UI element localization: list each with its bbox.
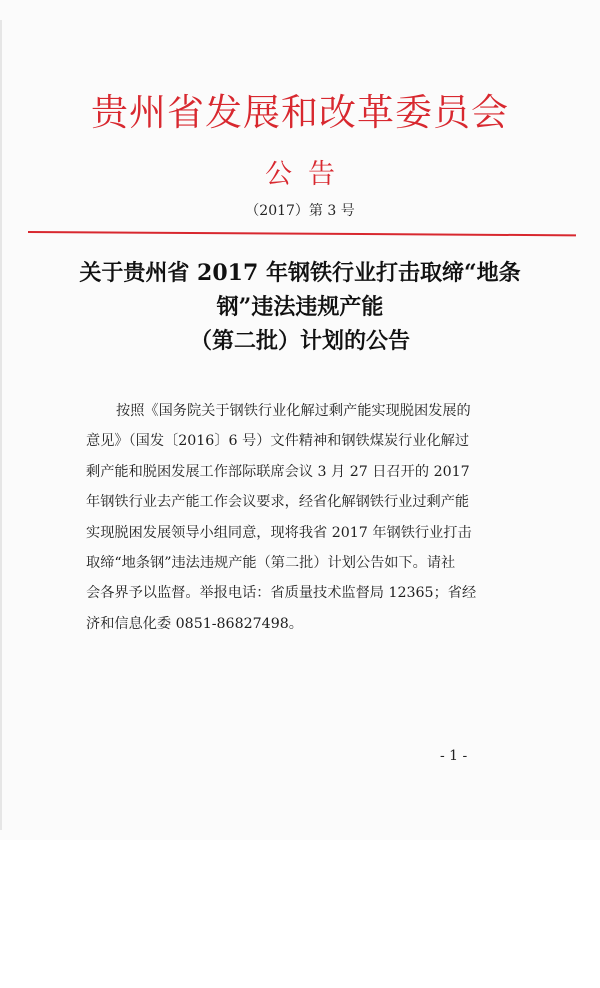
document-type-heading: 公告 (265, 159, 351, 190)
body-line: 剩产能和脱困发展工作部际联席会议 3 月 27 日召开的 2017 (86, 463, 470, 480)
body-line: 按照《国务院关于钢铁行业化解过剩产能实现脱困发展的 (116, 403, 471, 419)
body-line: 取缔“地条钢”违法违规产能（第二批）计划公告如下。请社 (86, 555, 456, 572)
body-line: 年钢铁行业去产能工作会议要求，经省化解钢铁行业过剩产能 (86, 494, 470, 511)
body-line: 实现脱困发展领导小组同意，现将我省 2017 年钢铁行业打击 (86, 524, 472, 541)
announcement-title (60, 256, 540, 358)
title-line: 钢”违法违规产能 (216, 294, 384, 320)
body-line: 意见》（国发〔2016〕6 号）文件精神和钢铁煤炭行业化解过 (86, 433, 470, 450)
body-line: 济和信息化委 0851-86827498。 (86, 615, 303, 632)
body-paragraph (86, 396, 526, 639)
body-line: 会各界予以监督。举报电话：省质量技术监督局 12365；省经 (86, 585, 477, 602)
page-edge (0, 20, 2, 830)
document-number: （2017）第 3 号 (245, 203, 355, 219)
title-line: （第二批）计划的公告 (189, 328, 410, 354)
issuer-heading: 贵州省发展和改革委员会 (91, 91, 509, 134)
title-line: 关于贵州省 2017 年钢铁行业打击取缔“地条 (79, 260, 521, 286)
red-divider-line (28, 231, 576, 236)
page-number: - 1 - (440, 748, 468, 764)
blank-area (0, 840, 600, 988)
